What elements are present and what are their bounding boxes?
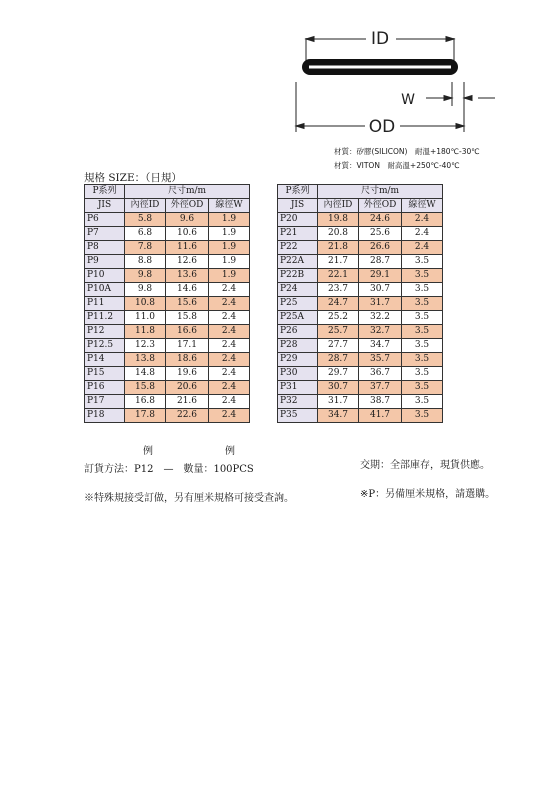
row-series-cell: P22 <box>278 241 318 255</box>
row-series-cell: P21 <box>278 227 318 241</box>
table-row <box>85 227 250 241</box>
table-row <box>85 381 250 395</box>
order-method: 訂貨方法：P12 — 數量：100PCS <box>84 464 254 475</box>
table-row <box>85 367 250 381</box>
w-label: W <box>401 92 415 108</box>
table-row <box>278 339 443 353</box>
row-w-cell: 2.4 <box>402 213 443 227</box>
row-series-cell: P24 <box>278 283 318 297</box>
row-id-cell: 17.8 <box>125 409 166 423</box>
id-header: 內徑ID <box>125 199 166 213</box>
row-id-cell: 6.8 <box>125 227 166 241</box>
size-table-right <box>277 184 443 423</box>
table-row <box>85 213 250 227</box>
o-ring-diagram <box>280 22 530 144</box>
row-series-cell: P9 <box>85 255 125 269</box>
row-w-cell: 3.5 <box>402 353 443 367</box>
row-od-cell: 16.6 <box>166 325 209 339</box>
table-row <box>85 297 250 311</box>
size-header: 尺寸m/m <box>318 185 443 199</box>
row-id-cell: 24.7 <box>318 297 359 311</box>
row-series-cell: P30 <box>278 367 318 381</box>
row-id-cell: 19.8 <box>318 213 359 227</box>
id-header: 內徑ID <box>318 199 359 213</box>
row-w-cell: 1.9 <box>209 269 250 283</box>
row-id-cell: 27.7 <box>318 339 359 353</box>
row-w-cell: 3.5 <box>402 311 443 325</box>
row-id-cell: 34.7 <box>318 409 359 423</box>
row-w-cell: 2.4 <box>209 283 250 297</box>
row-od-cell: 25.6 <box>359 227 402 241</box>
w-header: 線徑W <box>209 199 250 213</box>
row-id-cell: 14.8 <box>125 367 166 381</box>
row-series-cell: P7 <box>85 227 125 241</box>
row-od-cell: 19.6 <box>166 367 209 381</box>
row-series-cell: P35 <box>278 409 318 423</box>
table-row <box>278 227 443 241</box>
table-row <box>278 283 443 297</box>
table-row <box>85 311 250 325</box>
special-order-note: ※特殊規接受訂做，另有厘米規格可接受查詢。 <box>84 493 294 504</box>
row-id-cell: 16.8 <box>125 395 166 409</box>
table-row <box>278 325 443 339</box>
table-row <box>85 325 250 339</box>
row-w-cell: 3.5 <box>402 395 443 409</box>
row-id-cell: 7.8 <box>125 241 166 255</box>
table-row <box>278 409 443 423</box>
table-row <box>278 395 443 409</box>
jis-header: JIS <box>278 199 318 213</box>
row-id-cell: 15.8 <box>125 381 166 395</box>
row-od-cell: 12.6 <box>166 255 209 269</box>
material-viton: 材質：VITON 耐高溫+250℃-40℃ <box>334 161 460 170</box>
row-od-cell: 22.6 <box>166 409 209 423</box>
row-series-cell: P16 <box>85 381 125 395</box>
table-row <box>278 297 443 311</box>
row-od-cell: 36.7 <box>359 367 402 381</box>
row-id-cell: 9.8 <box>125 283 166 297</box>
row-od-cell: 20.6 <box>166 381 209 395</box>
row-w-cell: 3.5 <box>402 269 443 283</box>
row-od-cell: 26.6 <box>359 241 402 255</box>
row-od-cell: 14.6 <box>166 283 209 297</box>
material-silicon: 材質：矽膠(SILICON) 耐溫+180℃-30℃ <box>334 147 480 156</box>
p-series-note: ※P：另備厘米規格，請選購。 <box>360 489 496 500</box>
row-w-cell: 3.5 <box>402 255 443 269</box>
row-id-cell: 25.7 <box>318 325 359 339</box>
table-row <box>278 269 443 283</box>
row-series-cell: P8 <box>85 241 125 255</box>
row-w-cell: 2.4 <box>209 367 250 381</box>
row-od-cell: 10.6 <box>166 227 209 241</box>
row-od-cell: 9.6 <box>166 213 209 227</box>
od-header: 外徑OD <box>166 199 209 213</box>
row-series-cell: P18 <box>85 409 125 423</box>
size-table-left <box>84 184 250 423</box>
table-row <box>85 339 250 353</box>
row-od-cell: 34.7 <box>359 339 402 353</box>
row-od-cell: 28.7 <box>359 255 402 269</box>
row-w-cell: 3.5 <box>402 297 443 311</box>
row-w-cell: 1.9 <box>209 241 250 255</box>
row-series-cell: P22A <box>278 255 318 269</box>
row-w-cell: 3.5 <box>402 325 443 339</box>
row-id-cell: 22.1 <box>318 269 359 283</box>
row-od-cell: 11.6 <box>166 241 209 255</box>
example-mark-1: 例 <box>143 446 153 457</box>
row-w-cell: 2.4 <box>209 395 250 409</box>
table-row <box>278 311 443 325</box>
row-id-cell: 28.7 <box>318 353 359 367</box>
row-id-cell: 11.8 <box>125 325 166 339</box>
row-w-cell: 2.4 <box>402 241 443 255</box>
row-series-cell: P10A <box>85 283 125 297</box>
od-label: OD <box>368 117 396 137</box>
row-w-cell: 2.4 <box>209 409 250 423</box>
id-label: ID <box>370 29 390 49</box>
row-od-cell: 13.6 <box>166 269 209 283</box>
row-od-cell: 41.7 <box>359 409 402 423</box>
row-od-cell: 31.7 <box>359 297 402 311</box>
row-id-cell: 31.7 <box>318 395 359 409</box>
row-series-cell: P28 <box>278 339 318 353</box>
size-title: 規格 SIZE：（日規） <box>84 172 182 184</box>
example-mark-2: 例 <box>225 446 235 457</box>
row-w-cell: 1.9 <box>209 255 250 269</box>
row-od-cell: 29.1 <box>359 269 402 283</box>
row-series-cell: P26 <box>278 325 318 339</box>
table-row <box>278 353 443 367</box>
table-row <box>85 395 250 409</box>
series-header: P系列 <box>278 185 318 199</box>
row-series-cell: P12.5 <box>85 339 125 353</box>
table-row <box>85 255 250 269</box>
row-series-cell: P32 <box>278 395 318 409</box>
row-series-cell: P22B <box>278 269 318 283</box>
table-row <box>278 367 443 381</box>
row-id-cell: 21.7 <box>318 255 359 269</box>
table-row <box>85 409 250 423</box>
row-w-cell: 1.9 <box>209 213 250 227</box>
row-id-cell: 13.8 <box>125 353 166 367</box>
od-header: 外徑OD <box>359 199 402 213</box>
row-od-cell: 21.6 <box>166 395 209 409</box>
delivery-note: 交期：全部庫存，現貨供應。 <box>360 460 490 471</box>
table-row <box>278 255 443 269</box>
row-od-cell: 24.6 <box>359 213 402 227</box>
row-series-cell: P29 <box>278 353 318 367</box>
row-w-cell: 2.4 <box>209 381 250 395</box>
row-od-cell: 35.7 <box>359 353 402 367</box>
row-id-cell: 20.8 <box>318 227 359 241</box>
table-row <box>85 283 250 297</box>
row-id-cell: 23.7 <box>318 283 359 297</box>
row-id-cell: 12.3 <box>125 339 166 353</box>
row-series-cell: P31 <box>278 381 318 395</box>
table-row <box>85 269 250 283</box>
row-id-cell: 8.8 <box>125 255 166 269</box>
row-series-cell: P25A <box>278 311 318 325</box>
row-od-cell: 15.6 <box>166 297 209 311</box>
w-header: 線徑W <box>402 199 443 213</box>
row-id-cell: 25.2 <box>318 311 359 325</box>
table-row <box>278 213 443 227</box>
row-w-cell: 1.9 <box>209 227 250 241</box>
row-series-cell: P12 <box>85 325 125 339</box>
row-od-cell: 30.7 <box>359 283 402 297</box>
row-od-cell: 32.2 <box>359 311 402 325</box>
row-id-cell: 5.8 <box>125 213 166 227</box>
series-header: P系列 <box>85 185 125 199</box>
row-series-cell: P11.2 <box>85 311 125 325</box>
row-id-cell: 10.8 <box>125 297 166 311</box>
row-series-cell: P15 <box>85 367 125 381</box>
size-header: 尺寸m/m <box>125 185 250 199</box>
row-w-cell: 2.4 <box>209 325 250 339</box>
row-w-cell: 2.4 <box>209 339 250 353</box>
row-id-cell: 30.7 <box>318 381 359 395</box>
row-series-cell: P10 <box>85 269 125 283</box>
table-row <box>278 381 443 395</box>
row-w-cell: 3.5 <box>402 409 443 423</box>
row-od-cell: 38.7 <box>359 395 402 409</box>
row-w-cell: 2.4 <box>402 227 443 241</box>
table-row <box>278 241 443 255</box>
jis-header: JIS <box>85 199 125 213</box>
row-w-cell: 2.4 <box>209 353 250 367</box>
row-series-cell: P11 <box>85 297 125 311</box>
table-row <box>85 353 250 367</box>
table-row <box>85 241 250 255</box>
row-od-cell: 18.6 <box>166 353 209 367</box>
row-series-cell: P14 <box>85 353 125 367</box>
row-od-cell: 15.8 <box>166 311 209 325</box>
row-series-cell: P6 <box>85 213 125 227</box>
row-w-cell: 2.4 <box>209 297 250 311</box>
row-od-cell: 32.7 <box>359 325 402 339</box>
row-w-cell: 3.5 <box>402 381 443 395</box>
row-w-cell: 3.5 <box>402 283 443 297</box>
row-id-cell: 11.0 <box>125 311 166 325</box>
row-id-cell: 29.7 <box>318 367 359 381</box>
row-od-cell: 37.7 <box>359 381 402 395</box>
row-id-cell: 9.8 <box>125 269 166 283</box>
row-series-cell: P20 <box>278 213 318 227</box>
row-w-cell: 3.5 <box>402 339 443 353</box>
row-od-cell: 17.1 <box>166 339 209 353</box>
row-series-cell: P17 <box>85 395 125 409</box>
row-id-cell: 21.8 <box>318 241 359 255</box>
row-series-cell: P25 <box>278 297 318 311</box>
row-w-cell: 3.5 <box>402 367 443 381</box>
row-w-cell: 2.4 <box>209 311 250 325</box>
